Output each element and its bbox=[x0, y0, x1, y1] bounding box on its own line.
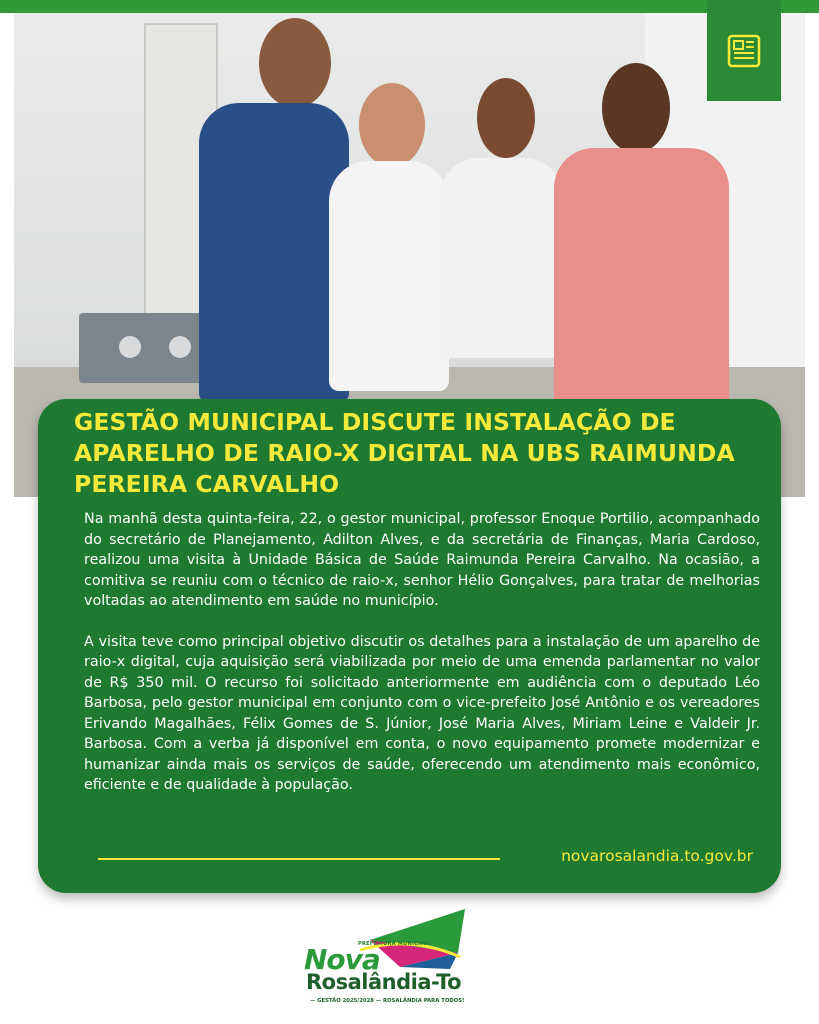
person-torso bbox=[439, 158, 564, 358]
person-head bbox=[602, 63, 670, 153]
footer-divider bbox=[98, 858, 500, 860]
prefeitura-logo bbox=[300, 905, 520, 1015]
person-torso bbox=[554, 148, 729, 408]
news-headline: GESTÃO MUNICIPAL DISCUTE INSTALAÇÃO DE APARELHO DE RAIO-X DIGITAL NA UBS RAIMUNDA PEREIRA CARVALHO bbox=[74, 408, 735, 498]
person-head bbox=[477, 78, 535, 158]
xray-knob bbox=[169, 336, 191, 358]
xray-knob bbox=[119, 336, 141, 358]
logo-tagline: — GESTÃO 2025/2028 — ROSALÂNDIA PARA TODOS! bbox=[310, 998, 465, 1004]
news-body bbox=[84, 509, 760, 816]
news-paragraph-1: Na manhã desta quinta-feira, 22, o gestor municipal, professor Enoque Portilio, acompanhado do secretário de Planejamento, Adilton Alves, e da secretária de Finanças, Maria Cardoso, realizou uma visita à Unidade Básica de Saúde Raimunda Pereira Carvalho. Na ocasião, a comitiva se reuniu com o técnico de raio-x, senhor Hélio Gonçalves, para tratar de melhorias voltadas ao atendimento em saúde no município. bbox=[84, 511, 760, 609]
logo-word-rosalandia: Rosalândia-To bbox=[306, 970, 462, 994]
news-card bbox=[38, 399, 781, 893]
top-accent-stripe bbox=[0, 0, 819, 13]
logo-caption: PREFEITURA MUNICIPAL bbox=[358, 941, 432, 947]
person-head bbox=[359, 83, 425, 167]
person-head bbox=[259, 18, 331, 108]
person-torso bbox=[199, 103, 349, 403]
person-torso bbox=[329, 161, 449, 391]
website-link[interactable]: novarosalandia.to.gov.br bbox=[561, 847, 753, 865]
news-paragraph-2: A visita teve como principal objetivo discutir os detalhes para a instalação de um aparelho de raio-x digital, cuja aquisição será viabilizada por meio de uma emenda parlamentar no valor de R$ 350 mil. O recurso foi solicitado anteriormente em audiência com o deputado Léo Barbosa, pelo gestor municipal em conjunto com o vice-prefeito José Antônio e os vereadores Erivando Magalhães, Félix Gomes de S. Júnior, José Maria Alves, Miriam Leine e Valdeir Jr. Barbosa. Com a verba já disponível em conta, o novo equipamento promete modernizar e humanizar ainda mais os serviços de saúde, oferecendo um atendimento mais econômico, eficiente e de qualidade à população. bbox=[84, 633, 760, 793]
newspaper-icon-glyph bbox=[725, 32, 763, 70]
logo-word-nova: Nova bbox=[304, 943, 380, 976]
newspaper-icon bbox=[707, 0, 781, 101]
